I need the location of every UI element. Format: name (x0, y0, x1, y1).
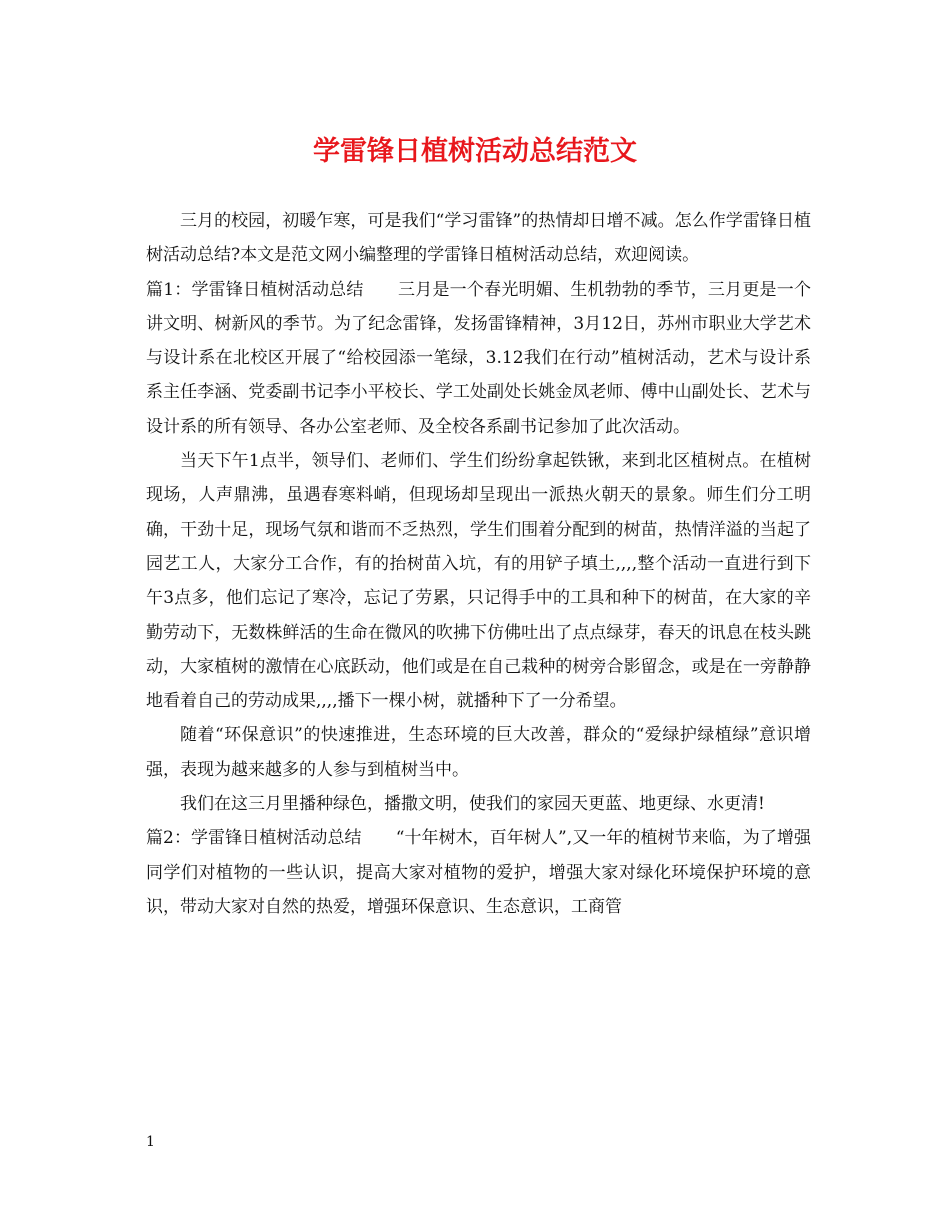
document-body (146, 204, 811, 924)
paragraph-article-1-heading: 篇1：学雷锋日植树活动总结 三月是一个春光明媚、生机勃勃的季节，三月更是一个讲文明、树新风的季节。为了纪念雷锋，发扬雷锋精神，3月12日，苏州市职业大学艺术与设计系在北校区开展了“给校园添一笔绿，3.12我们在行动”植树活动，艺术与设计系系主任李涵、党委副书记李小平校长、学工处副处长姚金凤老师、傅中山副处长、艺术与设计系的所有领导、各办公室老师、及全校各系副书记参加了此次活动。 (146, 279, 811, 437)
paragraph-environment-awareness: 随着“环保意识”的快速推进，生态环境的巨大改善，群众的“爱绿护绿植绿”意识增强，表现为越来越多的人参与到植树当中。 (146, 725, 811, 780)
document-title: 学雷锋日植树活动总结范文 (313, 136, 637, 167)
paragraph-planting-scene: 当天下午1点半，领导们、老师们、学生们纷纷拿起铁锹，来到北区植树点。在植树现场，人声鼎沸，虽遇春寒料峭，但现场却呈现出一派热火朝天的景象。师生们分工明确，干劲十足，现场气氛和谐而不乏热烈，学生们围着分配到的树苗，热情洋溢的当起了园艺工人，大家分工合作，有的抬树苗入坑，有的用铲子填土,,,,整个活动一直进行到下午3点多，他们忘记了寒冷，忘记了劳累，只记得手中的工具和种下的树苗，在大家的辛勤劳动下，无数株鲜活的生命在微风的吹拂下仿佛吐出了点点绿芽，春天的讯息在枝头跳动，大家植树的激情在心底跃动，他们或是在自己栽种的树旁合影留念，或是在一旁静静地看着自己的劳动成果,,,,播下一棵小树，就播种下了一分希望。 (146, 451, 811, 712)
paragraph-conclusion: 我们在这三月里播种绿色，播撒文明，使我们的家园天更蓝、地更绿、水更清! (180, 794, 765, 815)
page-number: 1 (146, 1134, 155, 1150)
paragraph-article-2-heading: 篇2：学雷锋日植树活动总结 “十年树木，百年树人”,又一年的植树节来临，为了增强同学们对植物的一些认识，提高大家对植物的爱护，增强大家对绿化环境保护环境的意识，带动大家对自然的热爱，增强环保意识、生态意识，工商管 (146, 828, 811, 917)
paragraph-intro: 三月的校园，初暖乍寒，可是我们“学习雷锋”的热情却日增不减。怎么作学雷锋日植树活动总结?本文是范文网小编整理的学雷锋日植树活动总结，欢迎阅读。 (146, 211, 811, 266)
